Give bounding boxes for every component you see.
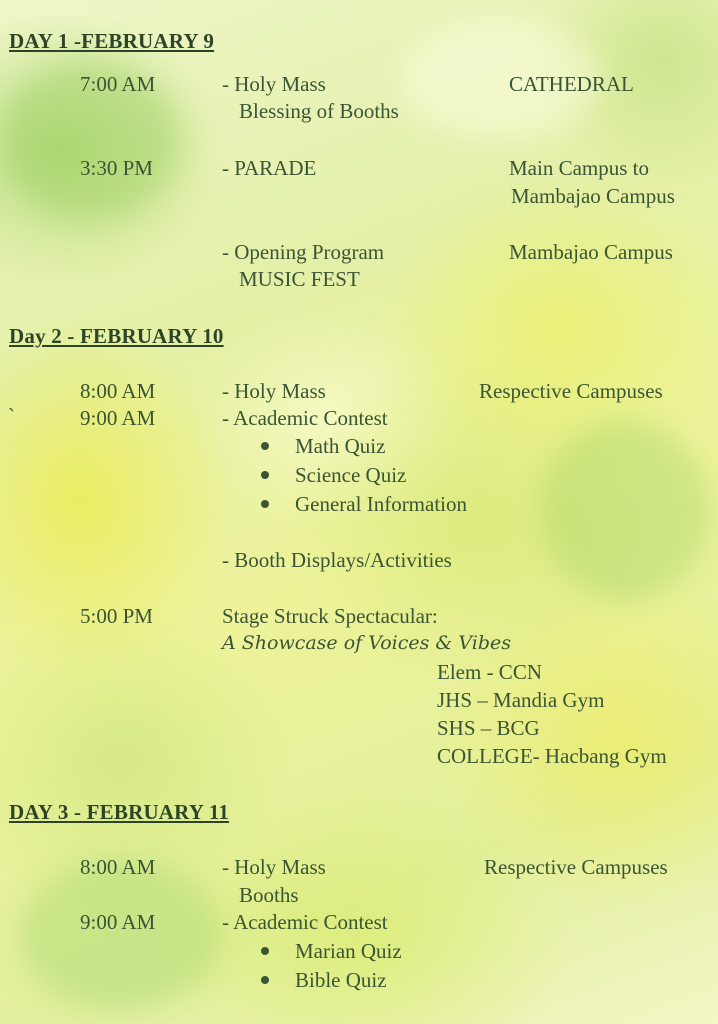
bullet-label: Science Quiz bbox=[295, 463, 407, 487]
day1-item3-venue: Mambajao Campus bbox=[509, 240, 673, 264]
day3-item1-time: 8:00 AM bbox=[80, 855, 156, 879]
bullet-label: Marian Quiz bbox=[295, 939, 402, 963]
day3-item1-event: - Holy Mass bbox=[222, 855, 326, 879]
bullet-icon bbox=[261, 442, 269, 450]
bullet-icon bbox=[261, 500, 269, 508]
venue-line: Elem - CCN bbox=[437, 660, 542, 684]
bullet-icon bbox=[261, 947, 269, 955]
day1-item2-venue-line2: Mambajao Campus bbox=[511, 184, 675, 208]
day1-heading: DAY 1 -FEBRUARY 9 bbox=[9, 29, 215, 53]
day2-item1-event: - Holy Mass bbox=[222, 379, 326, 403]
day1-item2-venue: Main Campus to bbox=[509, 156, 649, 180]
day2-item4-subtitle: A Showcase of Voices & Vibes bbox=[222, 632, 511, 654]
day3-item1-venue: Respective Campuses bbox=[484, 855, 668, 879]
day3-item1-event-line2: Booths bbox=[239, 883, 299, 907]
day1-item1-event-line2: Blessing of Booths bbox=[239, 99, 399, 123]
day3-item2-event: - Academic Contest bbox=[222, 910, 388, 934]
venue-line: SHS – BCG bbox=[437, 716, 540, 740]
bullet-item bbox=[261, 939, 402, 964]
watercolor-blot bbox=[20, 860, 220, 1010]
watercolor-blot bbox=[540, 420, 710, 600]
bullet-icon bbox=[261, 976, 269, 984]
day1-item2-event: - PARADE bbox=[222, 156, 317, 180]
day2-heading: Day 2 - FEBRUARY 10 bbox=[9, 324, 224, 348]
day1-item2-time: 3:30 PM bbox=[80, 156, 153, 180]
bullet-label: Bible Quiz bbox=[295, 968, 387, 992]
day2-item4-event: Stage Struck Spectacular: bbox=[222, 604, 438, 628]
day1-item1-event: - Holy Mass bbox=[222, 72, 326, 96]
day2-item1-time: 8:00 AM bbox=[80, 379, 156, 403]
day3-heading: DAY 3 - FEBRUARY 11 bbox=[9, 800, 230, 824]
bullet-item bbox=[261, 434, 385, 459]
day2-item1-venue: Respective Campuses bbox=[479, 379, 663, 403]
bullet-icon bbox=[261, 471, 269, 479]
bullet-label: Math Quiz bbox=[295, 434, 386, 458]
day3-item2-time: 9:00 AM bbox=[80, 910, 156, 934]
bullet-item bbox=[261, 492, 467, 517]
day1-item1-venue: CATHEDRAL bbox=[509, 72, 634, 96]
day1-item1-time: 7:00 AM bbox=[80, 72, 156, 96]
day2-item4-time: 5:00 PM bbox=[80, 604, 153, 628]
bullet-item bbox=[261, 968, 387, 993]
bullet-item bbox=[261, 463, 406, 488]
day1-item3-event: - Opening Program bbox=[222, 240, 385, 264]
day2-item2-time: 9:00 AM bbox=[80, 406, 156, 430]
bullet-label: General Information bbox=[295, 492, 468, 516]
venue-line: COLLEGE- Hacbang Gym bbox=[437, 744, 667, 768]
stray-mark: ` bbox=[8, 404, 15, 428]
day2-item2-event: - Academic Contest bbox=[222, 406, 388, 430]
venue-line: JHS – Mandia Gym bbox=[437, 688, 605, 712]
day1-item3-event-line2: MUSIC FEST bbox=[239, 267, 360, 291]
day2-item3-event: - Booth Displays/Activities bbox=[222, 548, 452, 572]
